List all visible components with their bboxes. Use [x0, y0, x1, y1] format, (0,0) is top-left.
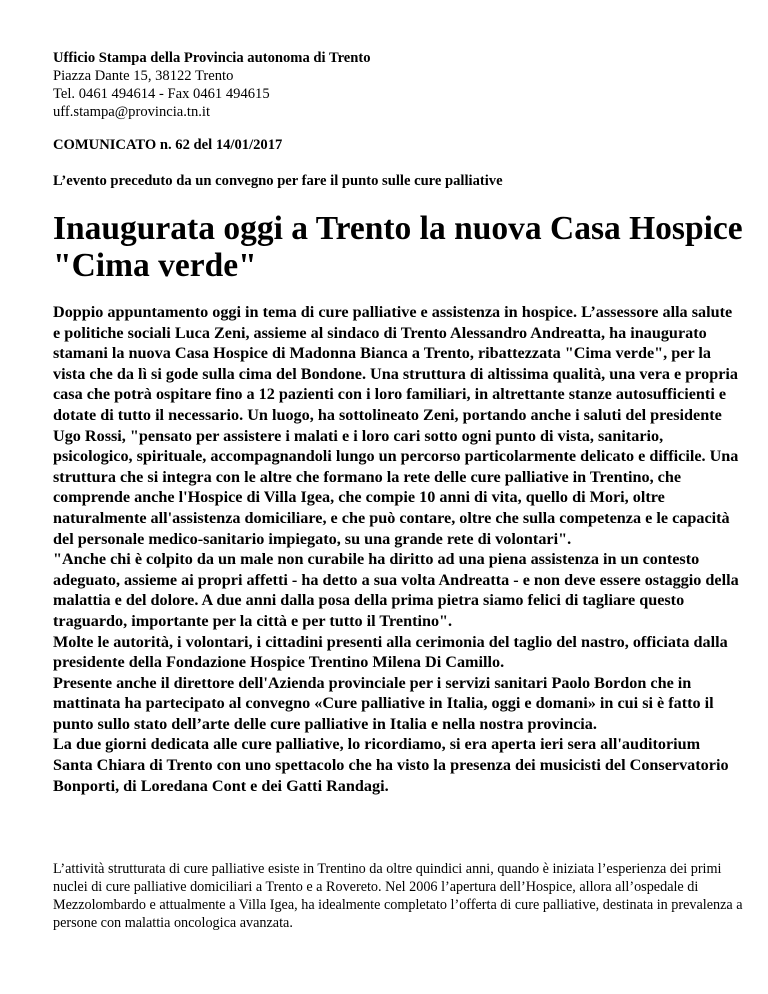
kicker: L’evento preceduto da un convegno per fare il punto sulle cure palliative [53, 173, 503, 189]
lead-text [53, 302, 743, 796]
office-email: uff.stampa@provincia.tn.it [53, 104, 211, 120]
office-phone: Tel. 0461 494614 - Fax 0461 494615 [53, 86, 270, 102]
paragraph: Molte le autorità, i volontari, i cittadini presenti alla cerimonia del taglio del nastro, officiata dalla presidente della Fondazione Hospice Trentino Milena Di Camillo. [53, 632, 728, 672]
headline: Inaugurata oggi a Trento la nuova Casa Hospice "Cima verde" [53, 210, 743, 284]
office-name: Ufficio Stampa della Provincia autonoma di Trento [53, 50, 371, 66]
office-address: Piazza Dante 15, 38122 Trento [53, 68, 234, 84]
paragraph: Presente anche il direttore dell'Azienda provinciale per i servizi sanitari Paolo Bordon che in mattinata ha partecipato al convegno «Cure palliative in Italia, oggi e domani» in cui si è fatto il punto sullo stato dell’arte delle cure palliative in Italia e nella nostra provincia. [53, 673, 714, 733]
release-number: COMUNICATO n. 62 del 14/01/2017 [53, 137, 283, 153]
paragraph: "Anche chi è colpito da un male non curabile ha diritto ad una piena assistenza in un contesto adeguato, assieme ai propri affetti - ha detto a sua volta Andreatta - e non deve essere ostaggio della malattia e del dolore. A due anni dalla posa della prima pietra siamo felici di tagliare questo traguardo, importante per la città e per tutto il Trentino". [53, 550, 739, 630]
closing-paragraph: L’attività strutturata di cure palliative esiste in Trentino da oltre quindici anni, quando è iniziata l’esperienza dei primi nuclei di cure palliative domiciliari a Trento e a Rovereto. Nel 2006 l’apertura dell’Hospice, allora all’ospedale di Mezzolombardo e attualmente a Villa Igea, ha idealmente completato l’offerta di cure palliative, destinata in prevalenza a persone con malattia oncologica avanzata. [53, 861, 743, 931]
office-header [53, 49, 371, 121]
paragraph: La due giorni dedicata alle cure palliative, lo ricordiamo, si era aperta ieri sera all'auditorium Santa Chiara di Trento con uno spettacolo che ha visto la presenza dei musicisti del Conservatorio Bonporti, di Loredana Cont e dei Gatti Randagi. [53, 735, 729, 795]
paragraph: Doppio appuntamento oggi in tema di cure palliative e assistenza in hospice. L’assessore alla salute e politiche sociali Luca Zeni, assieme al sindaco di Trento Alessandro Andreatta, ha inaugurato stamani la nuova Casa Hospice di Madonna Bianca a Trento, ribattezzata "Cima verde", per la vista che da lì si gode sulla cima del Bondone. Una struttura di altissima qualità, una vera e propria casa che potrà ospitare fino a 12 pazienti con i loro familiari, in altrettante stanze autosufficienti e dotate di tutto il necessario. Un luogo, ha sottolineato Zeni, portando anche i saluti del presidente Ugo Rossi, "pensato per assistere i malati e i loro cari sotto ogni punto di vista, sanitario, psicologico, spirituale, accompagnandoli lungo un percorso particolarmente delicato e difficile. Una struttura che si integra con le altre che formano la rete delle cure palliative in Trentino, che comprende anche l'Hospice di Villa Igea, che compie 10 anni di vita, quello di Mori, oltre naturalmente all'assistenza domiciliare, e che può contare, oltre che sulla competenza e le capacità del personale medico-sanitario impiegato, su una grande rete di volontari". [53, 303, 739, 548]
